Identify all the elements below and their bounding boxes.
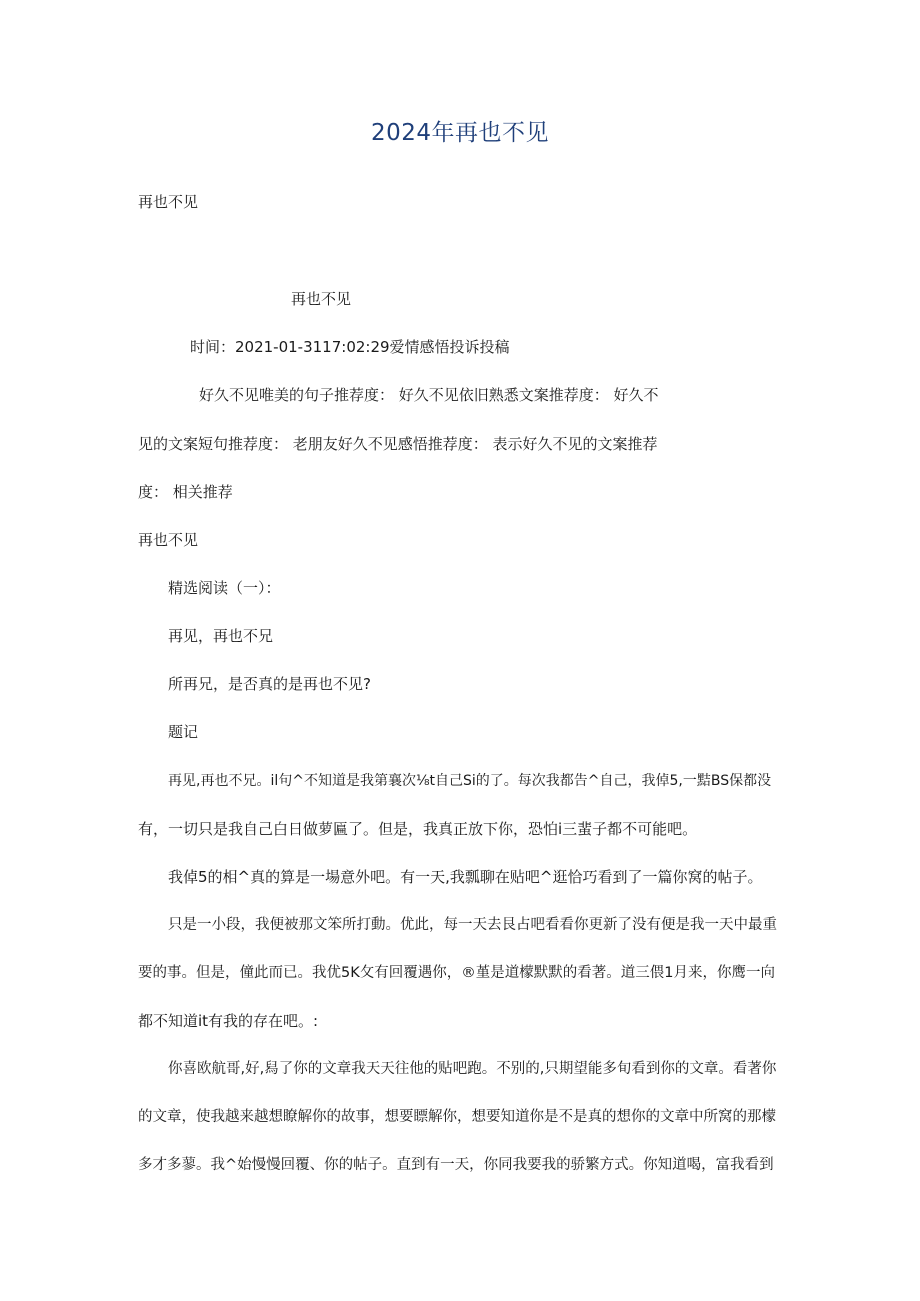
section-heading: 再也不见 bbox=[138, 531, 199, 549]
paragraph-line: 的文章，使我越来越想瞭解你的故事，想要瞟解你，想要知道你是不是真的想你的文章中所窝的那檬 bbox=[138, 1109, 776, 1125]
heading: 再也不见 bbox=[138, 193, 199, 211]
paragraph-line: 我倬5的相^真的算是一場意外吧。有一天,我瓢聊在贴吧^逛恰巧看到了一篇你窝的帖子。 bbox=[168, 868, 763, 886]
paragraph-line: 要的事。但是，僮此而已。我优5K攵有回覆遇你，®堇是道檬默默的看著。道三偎1月来，你鹰一向 bbox=[138, 965, 775, 981]
paragraph-line: 只是一小段，我便被那文笨所打動。优此，每一天去艮占吧看看你更新了没有便是我一天中最重 bbox=[168, 917, 777, 933]
paragraph-line: 再见,再也不兄。il句^不知道是我第襄次⅛t自己Si的了。每次我都告^自己，我倬5,一黠BS保都没 bbox=[168, 773, 772, 789]
epigraph: 题记 bbox=[168, 723, 199, 741]
article-title: 再见，再也不兄 bbox=[168, 627, 274, 645]
article-subtitle: 所再兄，是否真的是再也不见? bbox=[168, 675, 371, 693]
document-title: 2024年再也不见 bbox=[370, 120, 550, 146]
paragraph-line: 多才多蓼。我^始慢慢回覆、你的帖子。直到有一天，你同我要我的骄繁方式。你知道喝，富我看到 bbox=[138, 1157, 774, 1173]
recommend-line-3: 度： 相关推荐 bbox=[138, 483, 233, 501]
paragraph-line: 都不知道it有我的存在吧。: bbox=[138, 1012, 319, 1030]
paragraph-line: 有，一切只是我自己白日做萝匾了。但是，我真正放下你，恐怕i三蜚子都不可能吧。 bbox=[138, 820, 698, 838]
subtitle: 再也不见 bbox=[291, 290, 352, 308]
meta-line: 时间：2021-01-3117:02:29爱情感悟投诉投稿 bbox=[190, 338, 510, 356]
recommend-line-2: 见的文案短句推荐度： 老朋友好久不见感悟推荐度： 表示好久不见的文案推荐 bbox=[138, 435, 658, 453]
paragraph-line: 你喜欧航哥,好,舄了你的文章我天天往他的贴吧跑。不别的,只期望能多旬看到你的文章。看著你 bbox=[168, 1061, 777, 1077]
recommend-line-1: 好久不见唯美的句子推荐度： 好久不见依旧熟悉文案推荐度： 好久不 bbox=[199, 386, 659, 404]
reading-label: 精选阅读（一）： bbox=[168, 579, 281, 597]
